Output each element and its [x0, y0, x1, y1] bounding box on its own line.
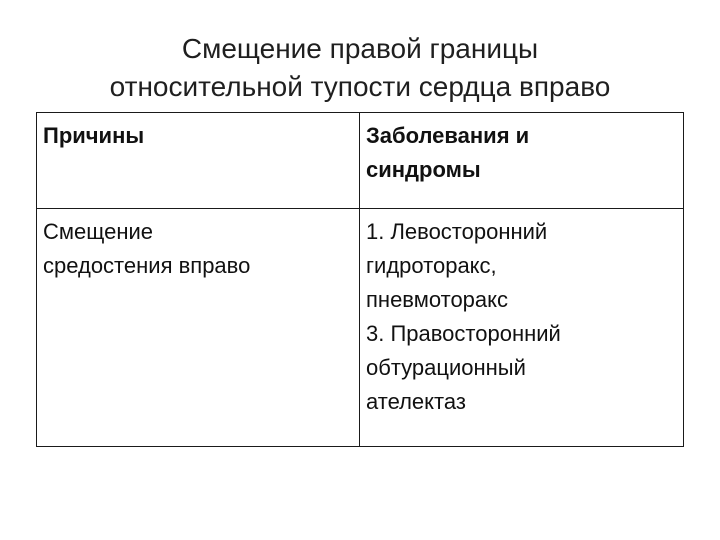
cause-text-line-1: Смещение: [43, 219, 154, 244]
disease-text-line-4: 3. Правосторонний: [366, 321, 561, 346]
cause-text-line-2: средостения вправо: [43, 253, 251, 278]
slide-title-line-1: Смещение правой границы: [181, 33, 539, 64]
header-causes-label: Причины: [43, 123, 145, 148]
disease-text-line-2: гидроторакс,: [366, 253, 497, 278]
slide-title-line-2: относительной тупости сердца вправо: [109, 71, 611, 102]
disease-text-line-3: пневмоторакс: [366, 287, 509, 312]
header-diseases-label-line-2: синдромы: [366, 157, 481, 182]
disease-text-line-6: ателектаз: [366, 389, 466, 414]
header-causes-cell: [37, 113, 360, 209]
slide-title: [0, 30, 720, 106]
causes-diseases-table: [36, 112, 684, 447]
cause-cell: [37, 209, 360, 447]
header-diseases-cell: [360, 113, 684, 209]
disease-text-line-1: 1. Левосторонний: [366, 219, 548, 244]
table-row: [37, 209, 684, 447]
header-diseases-label-line-1: Заболевания и: [366, 123, 530, 148]
disease-text-line-5: обтурационный: [366, 355, 526, 380]
table-header-row: [37, 113, 684, 209]
diseases-cell: [360, 209, 684, 447]
